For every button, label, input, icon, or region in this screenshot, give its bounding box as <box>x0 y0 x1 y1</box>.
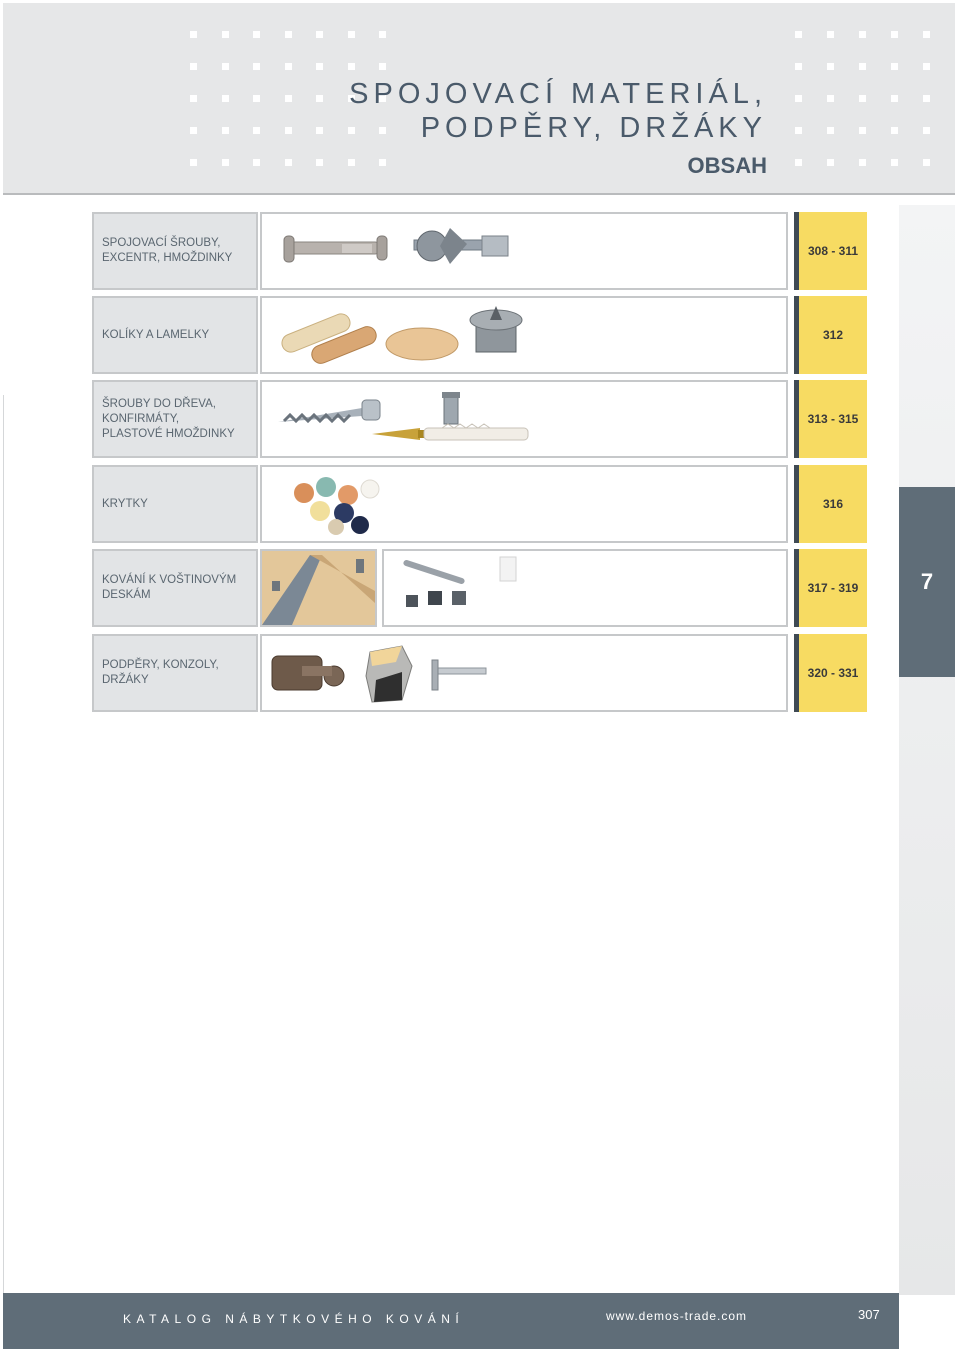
header-dot <box>923 95 930 102</box>
header-dot <box>348 31 355 38</box>
header-dot <box>795 63 802 70</box>
dot-pattern-left <box>3 3 403 193</box>
row-images <box>260 465 788 543</box>
page-footer <box>3 1293 899 1349</box>
header-dot <box>923 63 930 70</box>
header-dot <box>795 95 802 102</box>
page-number: 307 <box>858 1307 880 1322</box>
dot-pattern-right <box>783 3 955 193</box>
eccentric-fitting-icon <box>414 228 508 264</box>
header-dot <box>253 63 260 70</box>
header-dot <box>222 159 229 166</box>
header-dot <box>827 31 834 38</box>
header-dot <box>253 159 260 166</box>
page-title-line-1: SPOJOVACÍ MATERIÁL, <box>349 78 767 110</box>
wood-screw-icon <box>372 428 426 440</box>
row-label-text: PODPĚRY, KONZOLY, DRŽÁKY <box>102 659 219 686</box>
toc-row-honeycomb[interactable] <box>92 549 867 627</box>
header-dot <box>379 31 386 38</box>
header-dot <box>316 31 323 38</box>
header-dot <box>253 95 260 102</box>
header-dot <box>348 63 355 70</box>
row-image-board <box>260 549 377 627</box>
header-dot <box>190 31 197 38</box>
honeycomb-board-icon <box>262 551 375 625</box>
header-dot <box>285 159 292 166</box>
row-label-text: KRYTKY <box>102 497 148 510</box>
header-dot <box>891 127 898 134</box>
plastic-anchor-icon <box>424 424 528 440</box>
page-range[interactable]: 313 - 315 <box>794 380 867 458</box>
header-dot <box>859 31 866 38</box>
header-dot <box>795 159 802 166</box>
page-range[interactable]: 320 - 331 <box>794 634 867 712</box>
header-dot <box>190 159 197 166</box>
row-images <box>260 296 788 374</box>
header-dot <box>253 127 260 134</box>
row-label <box>92 549 258 627</box>
header-dot <box>891 95 898 102</box>
header-dot <box>222 95 229 102</box>
page-range[interactable]: 308 - 311 <box>794 212 867 290</box>
website-link[interactable]: www.demos-trade.com <box>606 1309 748 1323</box>
row-label <box>92 212 258 290</box>
header-dot <box>795 127 802 134</box>
row-label-text: KOVÁNÍ K VOŠTINOVÝM DESKÁM <box>102 574 237 601</box>
row-images <box>260 212 788 290</box>
header-dot <box>379 63 386 70</box>
catalog-name: KATALOG NÁBYTKOVÉHO KOVÁNÍ <box>123 1312 465 1326</box>
side-strip <box>899 205 955 1295</box>
toc-row-connector-bolts[interactable] <box>92 212 867 290</box>
page-header <box>3 3 955 195</box>
header-dot <box>891 31 898 38</box>
confirmat-screw-icon <box>278 400 380 422</box>
header-dot <box>859 127 866 134</box>
row-label <box>92 380 258 458</box>
header-dot <box>923 159 930 166</box>
header-dot <box>859 159 866 166</box>
chapter-tab[interactable]: 7 <box>899 487 955 677</box>
left-border-line <box>3 395 4 1295</box>
header-dot <box>827 127 834 134</box>
header-dot <box>222 31 229 38</box>
header-dot <box>222 63 229 70</box>
toc-row-covers[interactable] <box>92 465 867 543</box>
page-range[interactable]: 317 - 319 <box>794 549 867 627</box>
row-images <box>382 549 788 627</box>
header-dot <box>859 63 866 70</box>
header-dot <box>190 127 197 134</box>
header-dot <box>222 127 229 134</box>
header-dot <box>795 31 802 38</box>
page-range[interactable]: 312 <box>794 296 867 374</box>
shelf-support-icon <box>272 656 344 690</box>
row-label-text: SPOJOVACÍ ŠROUBY, EXCENTR, HMOŽDINKY <box>102 237 233 264</box>
header-dot <box>316 95 323 102</box>
header-dot <box>316 63 323 70</box>
header-dot <box>859 95 866 102</box>
header-dot <box>891 159 898 166</box>
shelf-holder-icon <box>366 646 412 702</box>
title-block <box>349 77 767 179</box>
toc-row-dowels[interactable] <box>92 296 867 374</box>
dowel-center-icon <box>470 306 522 352</box>
header-dot <box>316 159 323 166</box>
header-dot <box>827 95 834 102</box>
threaded-insert-icon <box>442 392 460 424</box>
edge-clip-icon <box>500 557 516 581</box>
biscuit-lamella-icon <box>386 328 458 360</box>
cover-caps-icon <box>262 467 786 541</box>
header-dot <box>253 31 260 38</box>
header-dot <box>891 63 898 70</box>
header-dot <box>923 127 930 134</box>
header-dot <box>285 31 292 38</box>
row-images <box>260 634 788 712</box>
row-label-text: KOLÍKY A LAMELKY <box>102 328 210 341</box>
header-dot <box>285 95 292 102</box>
row-label-text: ŠROUBY DO DŘEVA, KONFIRMÁTY, PLASTOVÉ HMOŽDINKY <box>102 397 235 440</box>
header-dot <box>190 63 197 70</box>
row-label <box>92 296 258 374</box>
pin-support-icon <box>432 660 486 690</box>
page-range[interactable]: 316 <box>794 465 867 543</box>
header-dot <box>285 63 292 70</box>
header-dot <box>827 159 834 166</box>
row-label <box>92 634 258 712</box>
row-label <box>92 465 258 543</box>
page-subtitle: OBSAH <box>687 153 767 178</box>
honeycomb-fittings-icon <box>403 559 466 607</box>
row-images <box>260 380 788 458</box>
connector-bolt-icon <box>284 236 387 262</box>
header-dot <box>827 63 834 70</box>
header-dot <box>316 127 323 134</box>
header-dot <box>285 127 292 134</box>
toc-row-supports[interactable] <box>92 634 867 712</box>
header-dot <box>923 31 930 38</box>
page-title-line-2: PODPĚRY, DRŽÁKY <box>420 112 767 144</box>
header-dot <box>190 95 197 102</box>
toc-row-wood-screws[interactable] <box>92 380 867 458</box>
